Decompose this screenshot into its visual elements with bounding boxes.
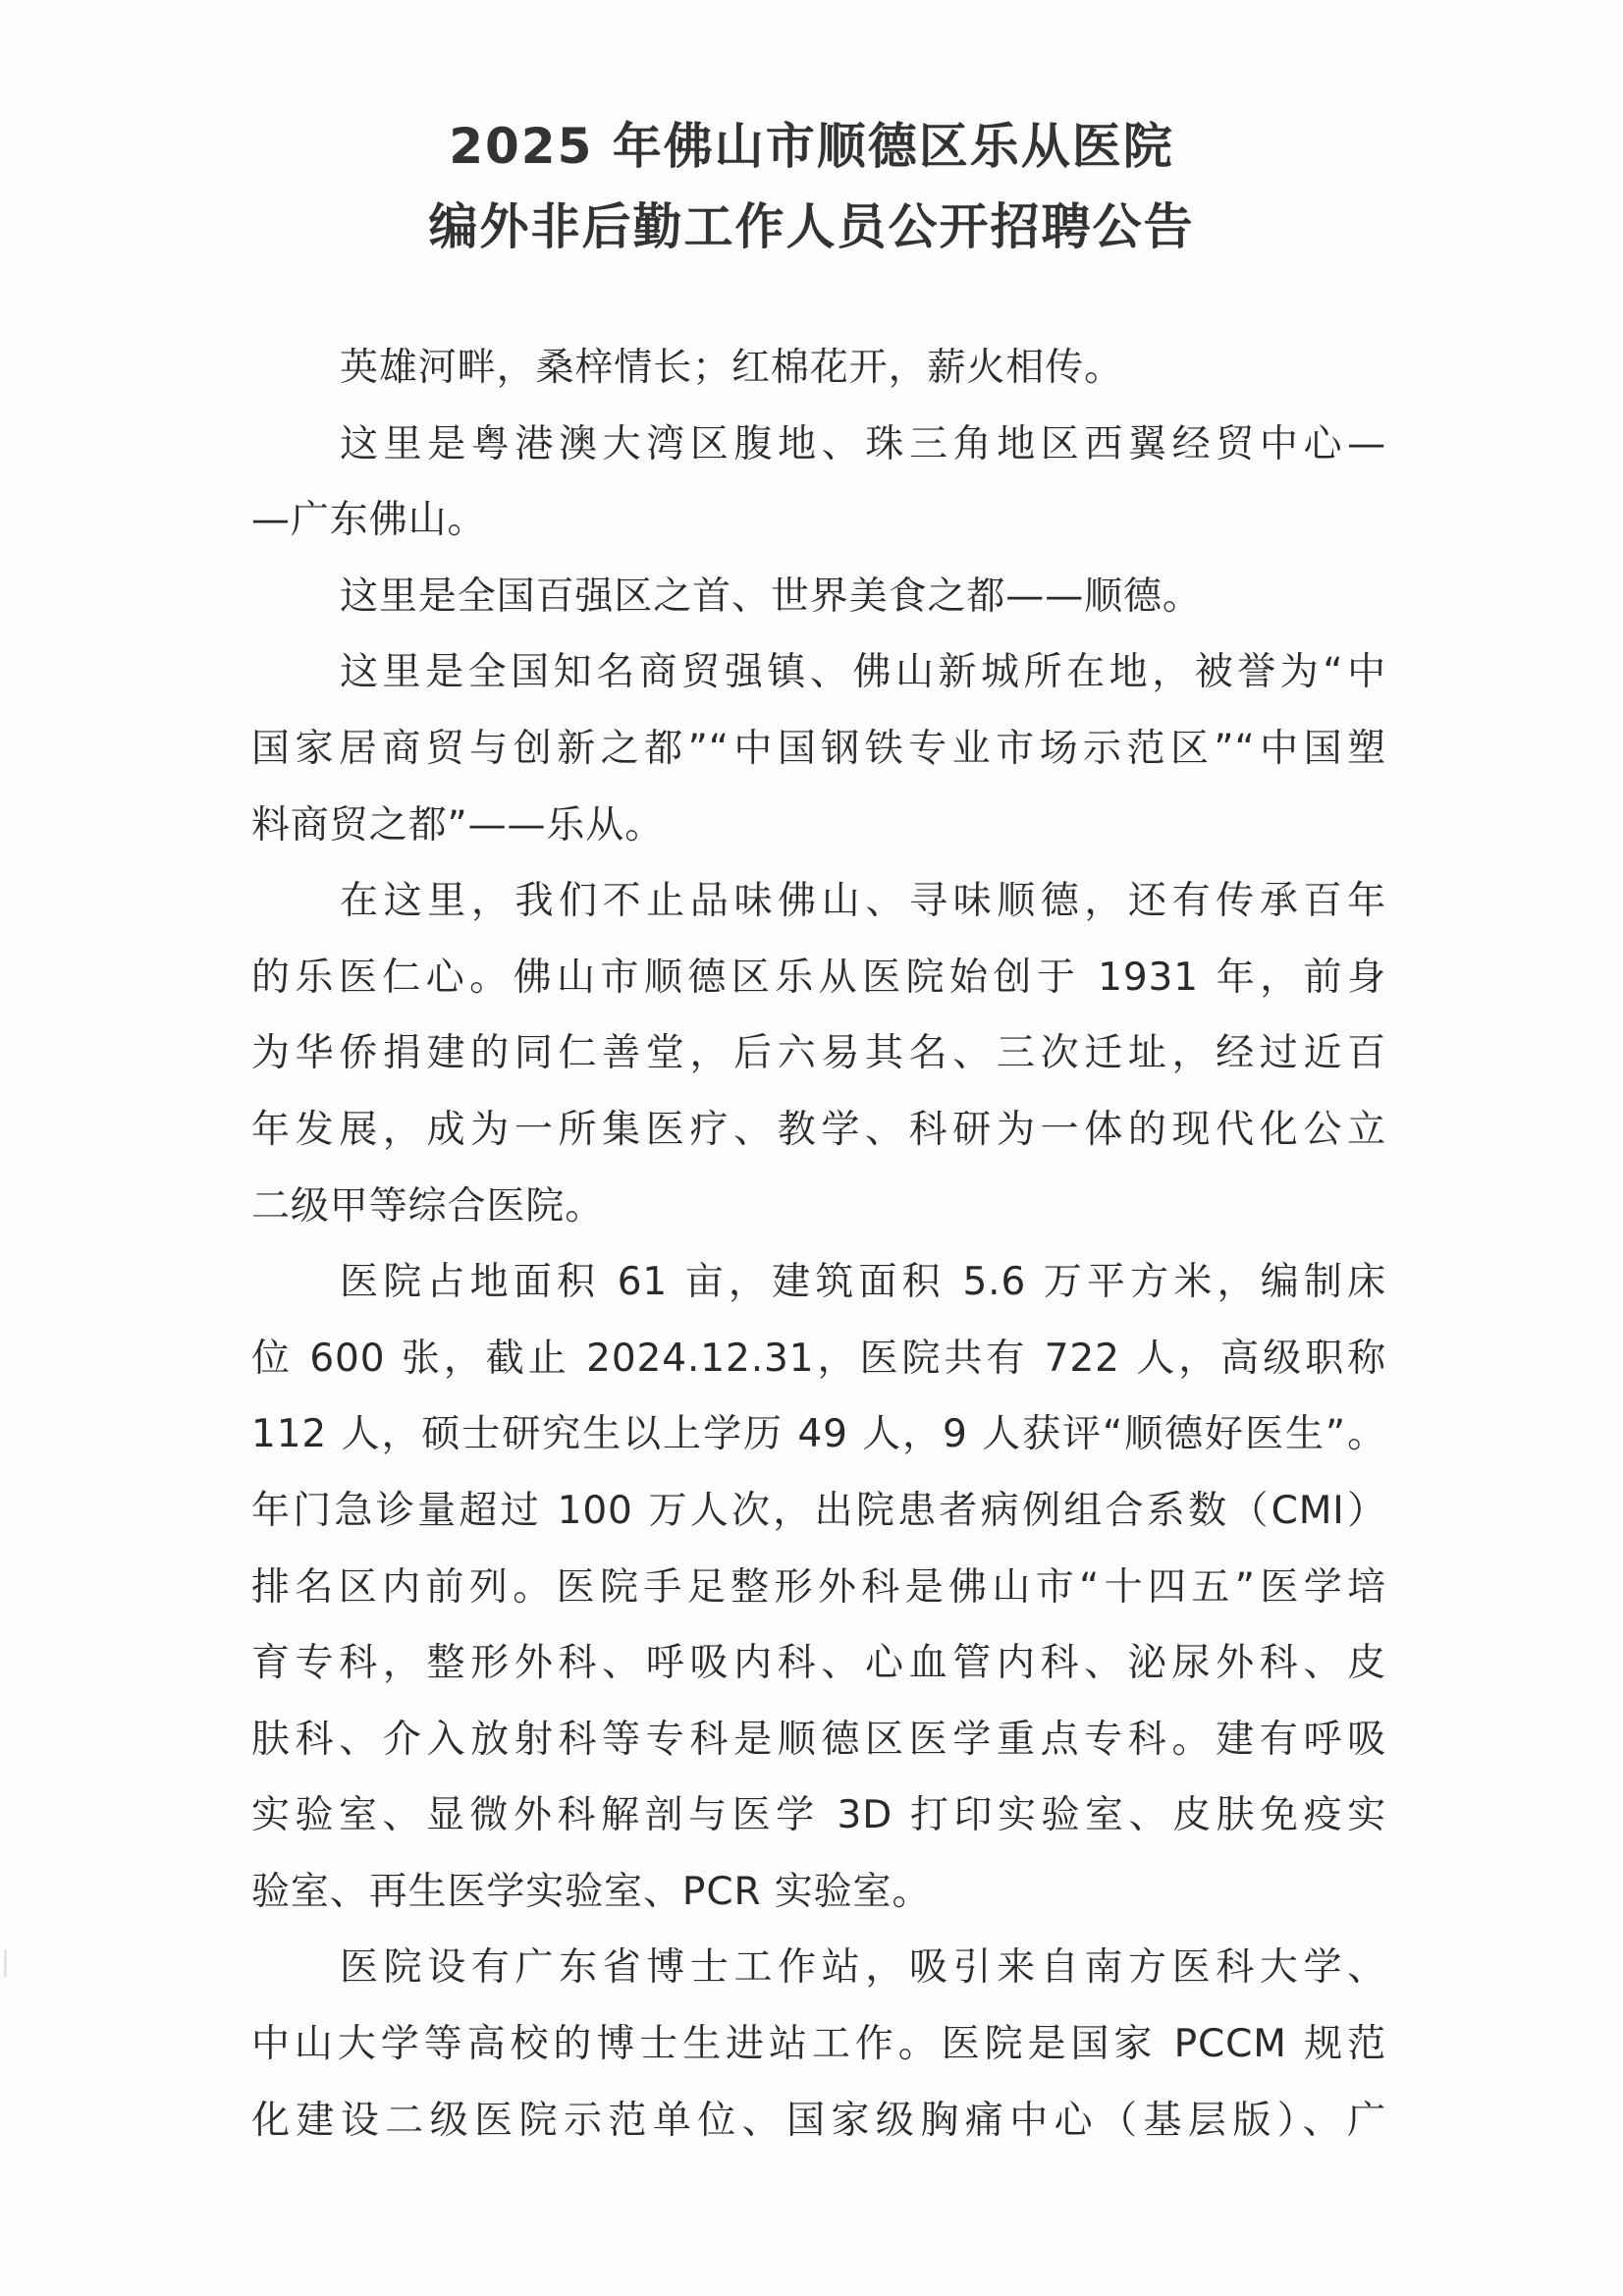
- text-line: 料商贸之都”——乐从。: [251, 802, 665, 847]
- text-line: 排名区内前列。医院手足整形外科是佛山市“十四五”医学培: [251, 1564, 1386, 1610]
- text-line: 年发展，成为一所集医疗、教学、科研为一体的现代化公立: [251, 1107, 1386, 1152]
- text-line: 这里是全国知名商贸强镇、佛山新城所在地，被誉为“中: [340, 650, 1386, 695]
- text-line: 育专科，整形外科、呼吸内科、心血管内科、泌尿外科、皮: [251, 1641, 1386, 1686]
- text-line: 化建设二级医院示范单位、国家级胸痛中心（基层版）、广: [251, 2098, 1386, 2143]
- text-line: 验室、再生医学实验室、PCR 实验室。: [251, 1869, 932, 1914]
- text-line: 医院设有广东省博士工作站，吸引来自南方医科大学、: [340, 1945, 1386, 1991]
- paragraph-foshan: [251, 407, 1386, 559]
- text-line: 二级甲等综合医院。: [251, 1183, 605, 1229]
- text-line: 在这里，我们不止品味佛山、寻味顺德，还有传承百年: [340, 879, 1386, 924]
- text-line: 这里是全国百强区之首、世界美食之都——顺德。: [340, 574, 1202, 619]
- text-line: 国家居商贸与创新之都”“中国钢铁专业市场示范区”“中国塑: [251, 726, 1386, 771]
- text-line: 中山大学等高校的博士生进站工作。医院是国家 PCCM 规范: [251, 2022, 1386, 2067]
- text-line: 位 600 张，截止 2024.12.31，医院共有 722 人，高级职称: [251, 1336, 1386, 1381]
- text-line: 英雄河畔，桑梓情长；红棉花开，薪火相传。: [340, 346, 1124, 390]
- paragraph-hospital-stats: [251, 1244, 1386, 1930]
- document-title: [0, 106, 1623, 267]
- title-line-1: 2025 年佛山市顺德区乐从医院: [449, 118, 1174, 175]
- text-line: 这里是粤港澳大湾区腹地、珠三角地区西翼经贸中心—: [340, 421, 1386, 466]
- text-line: 年门急诊量超过 100 万人次，出院患者病例组合系数（CMI）: [251, 1488, 1386, 1533]
- text-line: 肤科、介入放射科等专科是顺德区医学重点专科。建有呼吸: [251, 1717, 1386, 1762]
- title-line-2: 编外非后勤工作人员公开招聘公告: [428, 198, 1195, 255]
- text-line: —广东佛山。: [251, 498, 487, 543]
- paragraph-intro-slogan: [251, 330, 1386, 407]
- text-line: 的乐医仁心。佛山市顺德区乐从医院始创于 1931 年，前身: [251, 955, 1386, 1000]
- paragraph-hospital-history: [251, 863, 1386, 1244]
- paragraph-shunde: [251, 559, 1386, 635]
- text-line: 112 人，硕士研究生以上学历 49 人，9 人获评“顺德好医生”。: [251, 1412, 1386, 1457]
- document-body: [251, 330, 1386, 2159]
- paragraph-doctoral-workstation: [251, 1930, 1386, 2159]
- scan-artifact-mark: [4, 1949, 7, 1977]
- text-line: 实验室、显微外科解剖与医学 3D 打印实验室、皮肤免疫实: [251, 1793, 1386, 1838]
- text-line: 医院占地面积 61 亩，建筑面积 5.6 万平方米，编制床: [340, 1260, 1386, 1305]
- text-line: 为华侨捐建的同仁善堂，后六易其名、三次迁址，经过近百: [251, 1031, 1386, 1076]
- paragraph-lecong: [251, 634, 1386, 863]
